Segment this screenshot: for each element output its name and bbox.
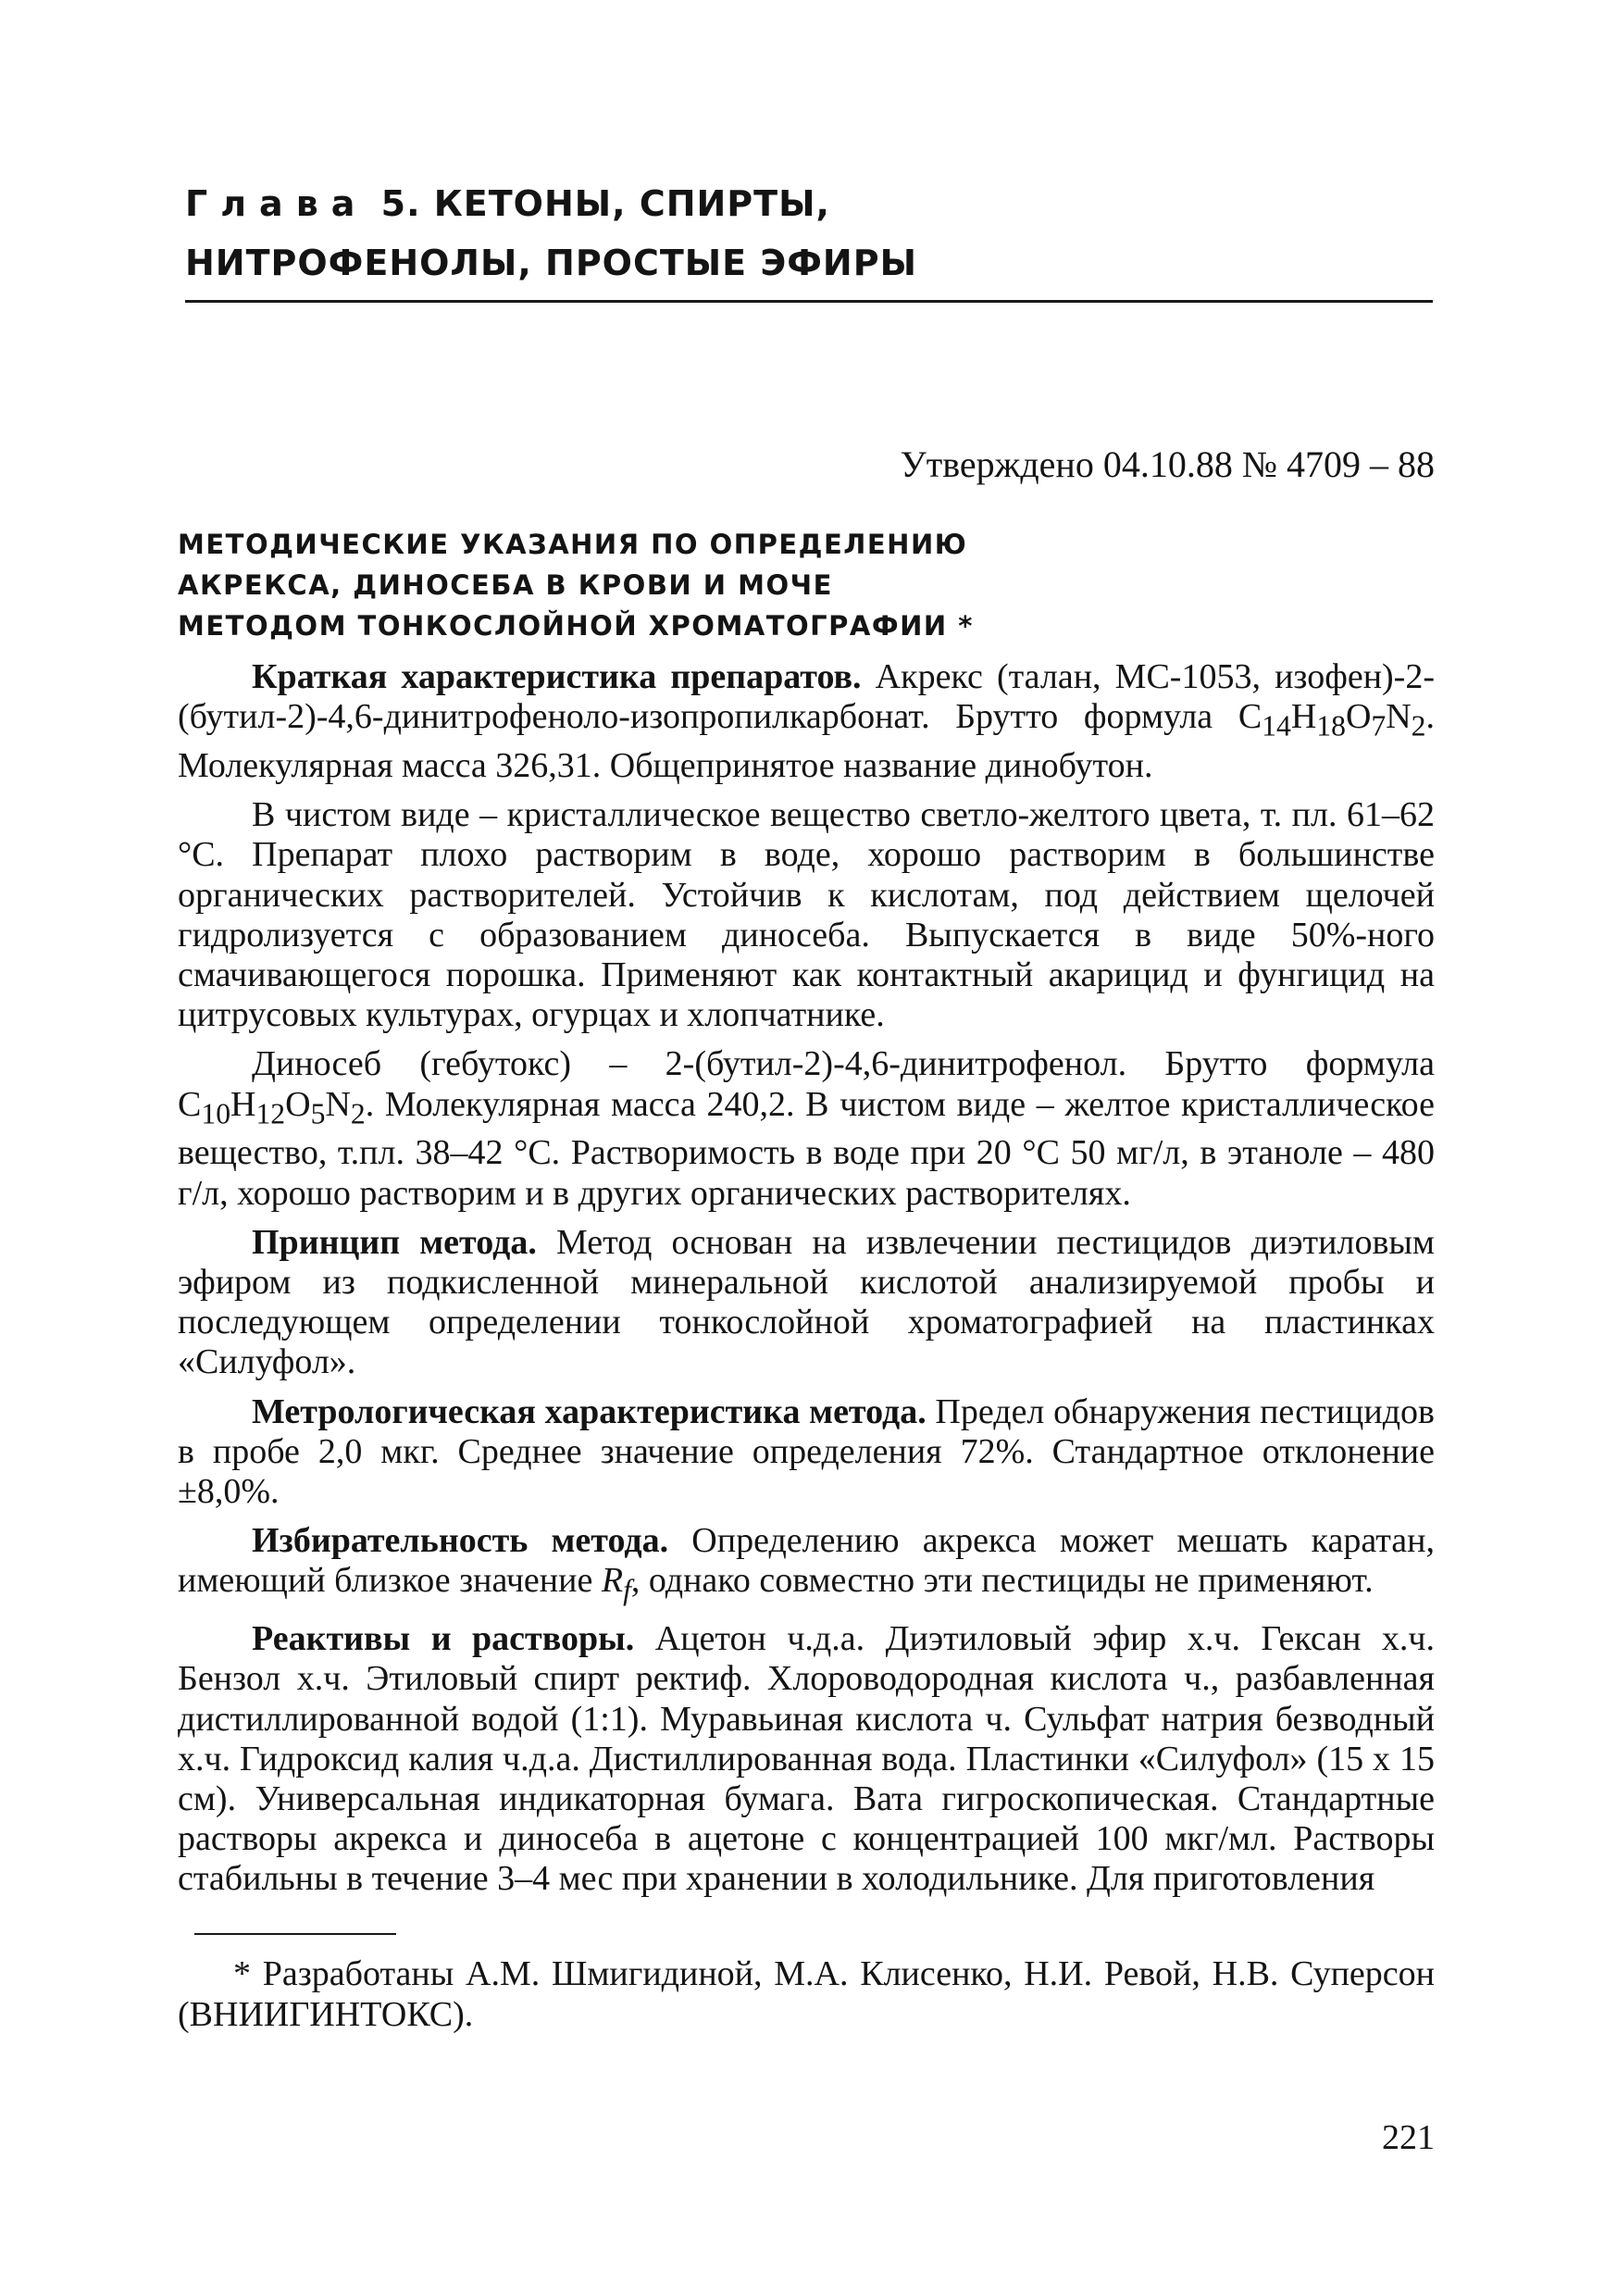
paragraph-lead: Реактивы и растворы. xyxy=(252,1619,635,1659)
paragraph-preparations: Краткая характеристика препаратов. Акрекс (талан, МС-1053, изофен)-2-(бутил-2)-4,6-динитрофеноло-изопропилкарбонат. Брутто формула $C_{14}H_{18}O_7N_2$. Молекулярная масса 326,31. Общепринятое название динобутон. xyxy=(178,657,1435,785)
chapter-title xyxy=(185,174,1435,293)
paragraph-dinoseb: Диносеб (гебутокс) – 2-(бутил-2)-4,6-динитрофенол. Брутто формула $C_{10}H_{12}O_5N_2$. Молекулярная масса 240,2. В чистом виде – желтое кристаллическое вещество, т.пл. 38–42 °С. Растворимость в воде при 20 °С 50 мг/л, в этаноле – 480 г/л, хорошо растворим и в других органических растворителях. xyxy=(178,1044,1435,1213)
paragraph-lead: Избирательность метода. xyxy=(252,1521,669,1561)
paragraph-pure-form: В чистом виде – кристаллическое вещество светло-желтого цвета, т. пл. 61–62 °С. Препарат плохо растворим в воде, хорошо растворим в большинстве органических растворителей. Устойчив к кислотам, под действием щелочей гидролизуется с образованием диносеба. Выпускается в виде 50%-ного смачивающегося порошка. Применяют как контактный акарицид и фунгицид на цитрусовых культурах, огурцах и хлопчатнике. xyxy=(178,795,1435,1035)
paragraph-lead: Принцип метода. xyxy=(252,1222,537,1262)
heading-line2: АКРЕКСА, ДИНОСЕБА В КРОВИ И МОЧЕ xyxy=(178,569,833,601)
paragraph-metrology: Метрологическая характеристика метода. Предел обнаружения пестицидов в пробе 2,0 мкг. Среднее значение определения 72%. Стандартное отклонение ±8,0%. xyxy=(178,1391,1435,1512)
footnote-divider xyxy=(194,1933,396,1935)
heading-line3: МЕТОДОМ ТОНКОСЛОЙНОЙ ХРОМАТОГРАФИИ * xyxy=(178,610,974,642)
chapter-title-line2: НИТРОФЕНОЛЫ, ПРОСТЫЕ ЭФИРЫ xyxy=(185,243,917,283)
chapter-title-line1: 5. КЕТОНЫ, СПИРТЫ, xyxy=(380,183,830,224)
approval-stamp: Утверждено 04.10.88 № 4709 – 88 xyxy=(900,443,1435,485)
chapter-prefix: Глава xyxy=(185,183,368,224)
paragraph-selectivity: Избирательность метода. Определению акрекса может мешать каратан, имеющий близкое значение $R_f$, однако совместно эти пестициды не применяют. xyxy=(178,1521,1435,1607)
page-number: 221 xyxy=(1382,2118,1435,2157)
footnote: * Разработаны А.М. Шмигидиной, М.А. Клисенко, Н.И. Ревой, Н.В. Суперсон (ВНИИГИНТОКС). xyxy=(178,1954,1435,2034)
body-text xyxy=(178,657,1435,1909)
chapter-divider xyxy=(185,300,1433,303)
paragraph-reagents: Реактивы и растворы. Ацетон ч.д.а. Диэтиловый эфир х.ч. Гексан х.ч. Бензол х.ч. Этиловый спирт ректиф. Хлороводородная кислота ч., разбавленная дистиллированной водой (1:1). Муравьиная кислота ч. Сульфат натрия безводный х.ч. Гидроксид калия ч.д.а. Дистиллированная вода. Пластинки «Силуфол» (15 х 15 см). Универсальная индикаторная бумага. Вата гигроскопическая. Стандартные растворы акрекса и диносеба в ацетоне с концентрацией 100 мкг/мл. Растворы стабильны в течение 3–4 мес при хранении в холодильнике. Для приготовления xyxy=(178,1619,1436,1899)
heading-line1: МЕТОДИЧЕСКИЕ УКАЗАНИЯ ПО ОПРЕДЕЛЕНИЮ xyxy=(178,529,968,560)
paragraph-principle: Принцип метода. Метод основан на извлечении пестицидов диэтиловым эфиром из подкисленной минеральной кислотой анализируемой пробы и последующем определении тонкослойной хроматографией на пластинках «Силуфол». xyxy=(178,1222,1435,1382)
paragraph-lead: Краткая характеристика препаратов. xyxy=(252,657,862,696)
paragraph-lead: Метрологическая характеристика метода. xyxy=(252,1391,927,1431)
document-heading xyxy=(178,524,1437,646)
